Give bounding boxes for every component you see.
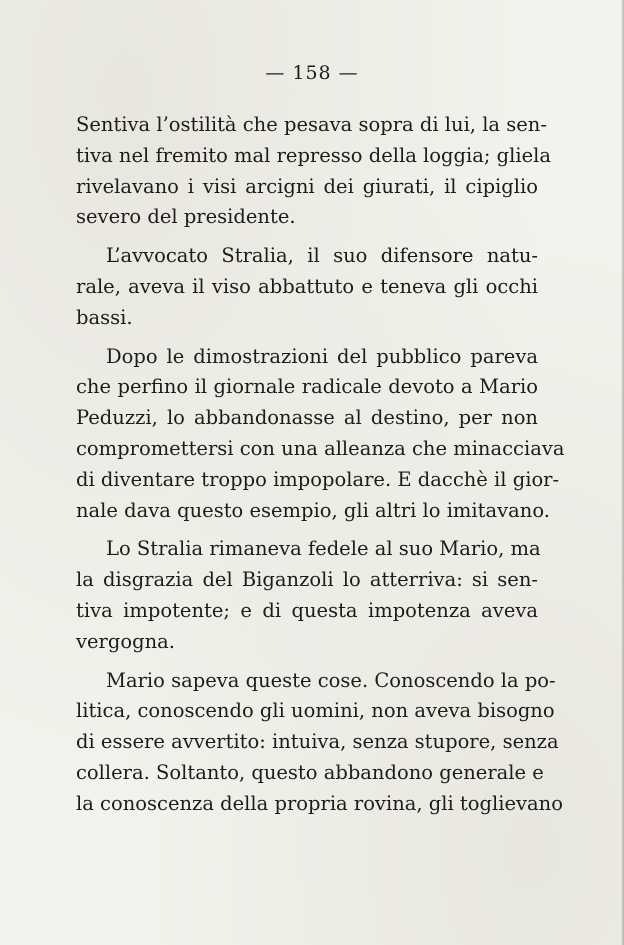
text-line: Lo Stralia rimaneva fedele al suo Mario, ma: [106, 537, 541, 561]
text-line: tiva impotente; e di questa impotenza aveva: [76, 598, 538, 622]
text-line: Peduzzi, lo abbandonasse al destino, per non: [76, 406, 538, 430]
text-line: severo del presidente.: [76, 205, 296, 229]
text-line: compromettersi con una alleanza che minacciava: [76, 436, 565, 460]
text-line: litica, conoscendo gli uomini, non aveva bisogno: [76, 699, 555, 723]
text-line: rivelavano i visi arcigni dei giurati, il cipiglio: [76, 174, 538, 198]
paragraph-2: [76, 241, 538, 333]
paragraph-1: [76, 110, 551, 233]
text-line: rale, aveva il viso abbattuto e teneva gli occhi: [76, 274, 538, 298]
text-line: L’avvocato Stralia, il suo difensore natu-: [106, 244, 538, 268]
text-line: la conoscenza della propria rovina, gli toglievano: [76, 791, 563, 815]
text-line: di essere avvertito: intuiva, senza stupore, senza: [76, 730, 559, 754]
text-line: di diventare troppo impopolare. E dacchè il gior-: [76, 467, 560, 491]
page-number: — 158 —: [265, 62, 359, 84]
text-line: Mario sapeva queste cose. Conoscendo la po-: [106, 668, 556, 692]
paragraph-5: [76, 666, 563, 820]
text-line: Dopo le dimostrazioni del pubblico pareva: [106, 344, 538, 368]
text-line: nale dava questo esempio, gli altri lo imitavano.: [76, 498, 550, 522]
text-line: tiva nel fremito mal represso della loggia; gliela: [76, 143, 551, 167]
text-line: vergogna.: [76, 629, 175, 653]
text-line: Sentiva l’ostilità che pesava sopra di lui, la sen-: [76, 113, 547, 136]
text-line: bassi.: [76, 305, 133, 329]
text-line: che perfino il giornale radicale devoto a Mario: [76, 375, 538, 399]
body-text: [76, 110, 565, 820]
text-line: la disgrazia del Biganzoli lo atterriva: si sen-: [76, 568, 538, 592]
text-line: collera. Soltanto, questo abbandono generale e: [76, 760, 544, 784]
paragraph-4: [76, 534, 541, 657]
paragraph-3: [76, 342, 565, 527]
